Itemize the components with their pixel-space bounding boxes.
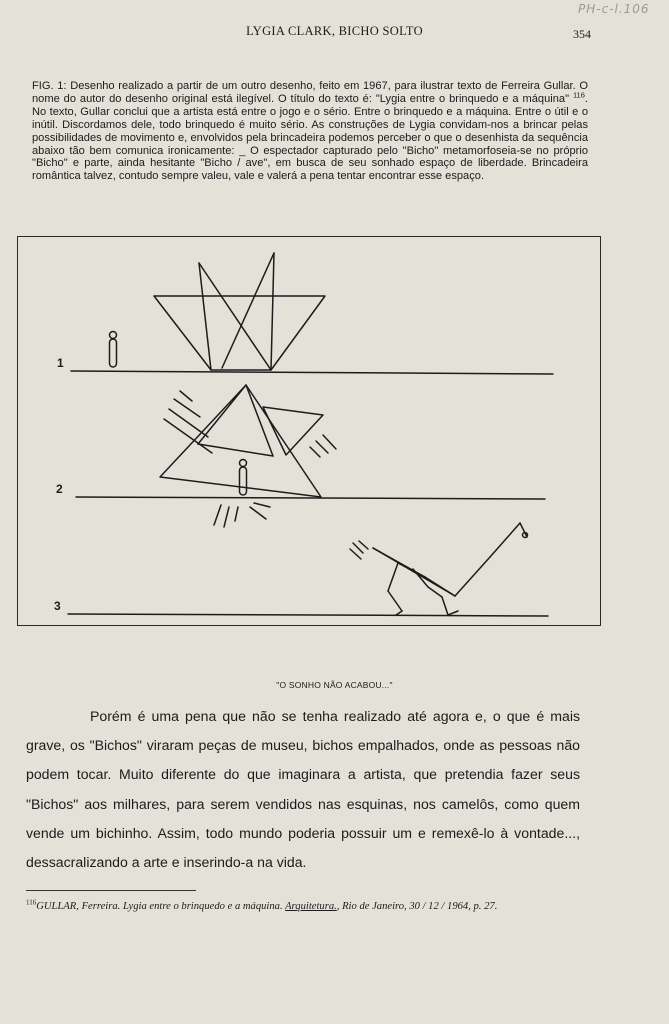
footnote-journal: Arquitetura. (285, 901, 337, 912)
pencil-annotation: PH-c-l.106 (578, 2, 650, 16)
footnote-number: 116 (26, 898, 37, 907)
caption-footnote-ref: 116 (572, 90, 585, 100)
panel-1-spectator-figure (110, 332, 117, 368)
panel-label-1: 1 (57, 356, 64, 370)
body-paragraph: Porém é uma pena que não se tenha realizado até agora e, o que é mais grave, os "Bichos" viraram peças de museu, bichos empalhados, onde as pessoas não podem tocar. Muito diferente do que imaginara a artista, que pretendia fazer seus "Bichos" aos milhares, para serem vendidos nas esquinas, nos camelôs, como quem vende um bichinho. Assim, todo mundo poderia possuir um e remexê-lo à vontade..., dessacralizando a arte e inserindo-a na vida. (26, 708, 580, 871)
running-header: LYGIA CLARK, BICHO SOLTO (246, 24, 423, 38)
panel-3-bicho-bird (68, 523, 548, 616)
sequence-drawing (18, 237, 602, 627)
page-number: 354 (573, 27, 591, 41)
caption-text-part2: . No texto, Gullar conclui que a artista está entre o jogo e o sério. Entre o brinquedo e a máquina. Entre o útil e o inútil. Discordamos dele, todo brinquedo é muito sério. As construções de Lygia convidam-nos a brincar pelas possibilidades de movimento e, envolvidos pela brincadeira podemos perceber o que o desenhista da sequência abaixo tão bem comunica ironicamente: _ O espectador capturado pelo "Bicho" metamorfoseia-se no próprio "Bicho" e parte, ainda hesitante "Bicho / ave", em busca de seu sonhado espaço de liberdade. Brincadeira romântica talvez, contudo sempre valeu, vale e valerá a pena tentar encontrar esse espaço. (32, 92, 588, 183)
panel-2-spectator-figure (240, 460, 247, 496)
figure-description (32, 80, 588, 183)
panel-1-bicho-sculpture (71, 253, 553, 374)
footnote-publication-details: , Rio de Janeiro, 30 / 12 / 1964, p. 27. (336, 901, 498, 912)
figure-frame (17, 236, 601, 626)
panel-label-3: 3 (54, 599, 61, 613)
footnote-divider (26, 890, 196, 891)
footnote (26, 900, 566, 913)
figure-caption: "O SONHO NÃO ACABOU..." (276, 680, 393, 690)
caption-text-part1: FIG. 1: Desenho realizado a partir de um outro desenho, feito em 1967, para ilustrar texto de Ferreira Gullar. O nome do autor do desenho original está ilegível. O título do texto é: "Lygia entre o brinquedo e a máquina" (32, 80, 588, 105)
panel-label-2: 2 (56, 482, 63, 496)
panel-2-bicho-capturing (76, 385, 545, 527)
footnote-author-title: GULLAR, Ferreira. Lygia entre o brinquedo e a máquina. (36, 901, 286, 912)
